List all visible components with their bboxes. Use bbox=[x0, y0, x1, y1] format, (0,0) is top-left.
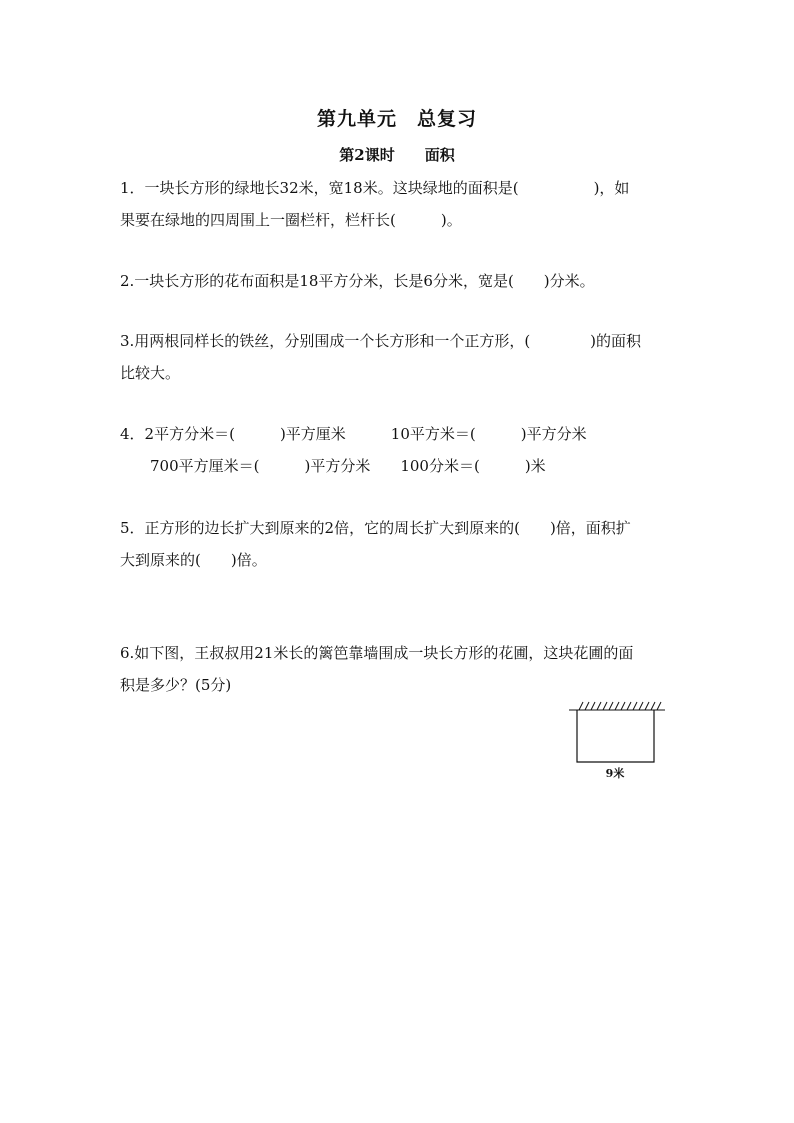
lesson-subtitle: 第2课时 面积 bbox=[339, 146, 455, 164]
question-3 bbox=[120, 325, 676, 389]
question-6-line-1: 6.如下图，王叔叔用21米长的篱笆靠墙围成一块长方形的花圃，这块花圃的面 bbox=[120, 644, 634, 662]
question-6-line-2: 积是多少？(5分) bbox=[120, 676, 232, 694]
question-4-line-1: 4．2平方分米＝( )平方厘米 10平方米＝( )平方分米 bbox=[120, 425, 587, 443]
question-3-line-1: 3.用两根同样长的铁丝，分别围成一个长方形和一个正方形，( )的面积 bbox=[120, 332, 642, 350]
question-1-line-1: 1．一块长方形的绿地长32米，宽18米。这块绿地的面积是( )，如 bbox=[120, 179, 630, 197]
garden-rectangle bbox=[577, 710, 654, 762]
garden-diagram-svg bbox=[565, 698, 675, 788]
garden-diagram bbox=[565, 698, 675, 788]
page-title: 第九单元 总复习 bbox=[316, 108, 477, 130]
question-6 bbox=[120, 637, 676, 701]
question-1 bbox=[120, 172, 676, 236]
question-3-line-2: 比较大。 bbox=[120, 364, 181, 382]
question-5 bbox=[120, 512, 676, 576]
wall-hatching bbox=[569, 702, 665, 710]
question-5-line-1: 5．正方形的边长扩大到原来的2倍，它的周长扩大到原来的( )倍，面积扩 bbox=[120, 519, 631, 537]
question-1-line-2: 果要在绿地的四周围上一圈栏杆，栏杆长( )。 bbox=[120, 211, 462, 229]
question-5-line-2: 大到原来的( )倍。 bbox=[120, 551, 267, 569]
question-2-line-1: 2.一块长方形的花布面积是18平方分米，长是6分米，宽是( )分米。 bbox=[120, 272, 595, 290]
question-4-line-2: 700平方厘米＝( )平方分米 100分米＝( )米 bbox=[120, 457, 546, 475]
question-4 bbox=[120, 418, 720, 482]
garden-length-label: 9米 bbox=[605, 767, 625, 780]
question-2 bbox=[120, 265, 676, 297]
